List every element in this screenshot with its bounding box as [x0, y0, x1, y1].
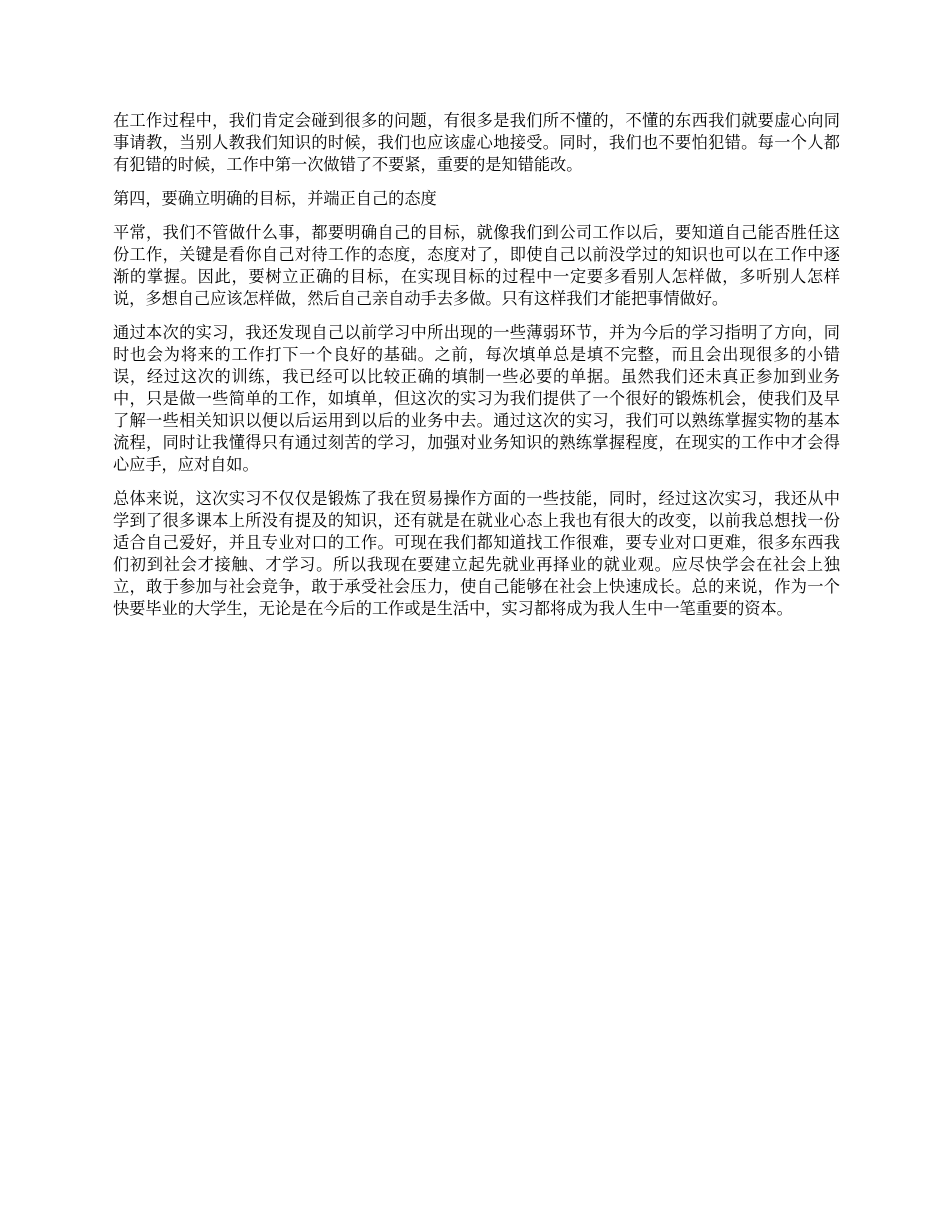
section-heading-fourth: 第四，要确立明确的目标，并端正自己的态度: [113, 189, 437, 208]
paragraph-1: 在工作过程中，我们肯定会碰到很多的问题，有很多是我们所不懂的，不懂的东西我们就要虚心向同事请教，当别人教我们知识的时候，我们也应该虚心地接受。同时，我们也不要怕犯错。每一个人都有犯错的时候，工作中第一次做错了不要紧，重要的是知错能改。: [113, 111, 840, 174]
paragraph-4: 总体来说，这次实习不仅仅是锻炼了我在贸易操作方面的一些技能，同时，经过这次实习，我还从中学到了很多课本上所没有提及的知识，还有就是在就业心态上我也有很大的改变，以前我总想找一份适合自己爱好，并且专业对口的工作。可现在我们都知道找工作很难，要专业对口更难，很多东西我们初到社会才接触、才学习。所以我现在要建立起先就业再择业的就业观。应尽快学会在社会上独立，敢于参加与社会竞争，敢于承受社会压力，使自己能够在社会上快速成长。总的来说，作为一个快要毕业的大学生，无论是在今后的工作或是生活中，实习都将成为我人生中一笔重要的资本。: [113, 489, 840, 618]
document-body: [113, 110, 840, 632]
paragraph-3: 通过本次的实习，我还发现自己以前学习中所出现的一些薄弱环节，并为今后的学习指明了方向，同时也会为将来的工作打下一个良好的基础。之前，每次填单总是填不完整，而且会出现很多的小错误，经过这次的训练，我已经可以比较正确的填制一些必要的单据。虽然我们还未真正参加到业务中，只是做一些简单的工作，如填单，但这次的实习为我们提供了一个很好的锻炼机会，使我们及早了解一些相关知识以便以后运用到以后的业务中去。通过这次的实习，我们可以熟练掌握实物的基本流程，同时让我懂得只有通过刻苦的学习，加强对业务知识的熟练掌握程度，在现实的工作中才会得心应手，应对自如。: [113, 323, 840, 474]
paragraph-2: 平常，我们不管做什么事，都要明确自己的目标，就像我们到公司工作以后，要知道自己能否胜任这份工作，关键是看你自己对待工作的态度，态度对了，即使自己以前没学过的知识也可以在工作中逐渐的掌握。因此，要树立正确的目标，在实现目标的过程中一定要多看别人怎样做，多听别人怎样说，多想自己应该怎样做，然后自己亲自动手去多做。只有这样我们才能把事情做好。: [113, 223, 840, 308]
